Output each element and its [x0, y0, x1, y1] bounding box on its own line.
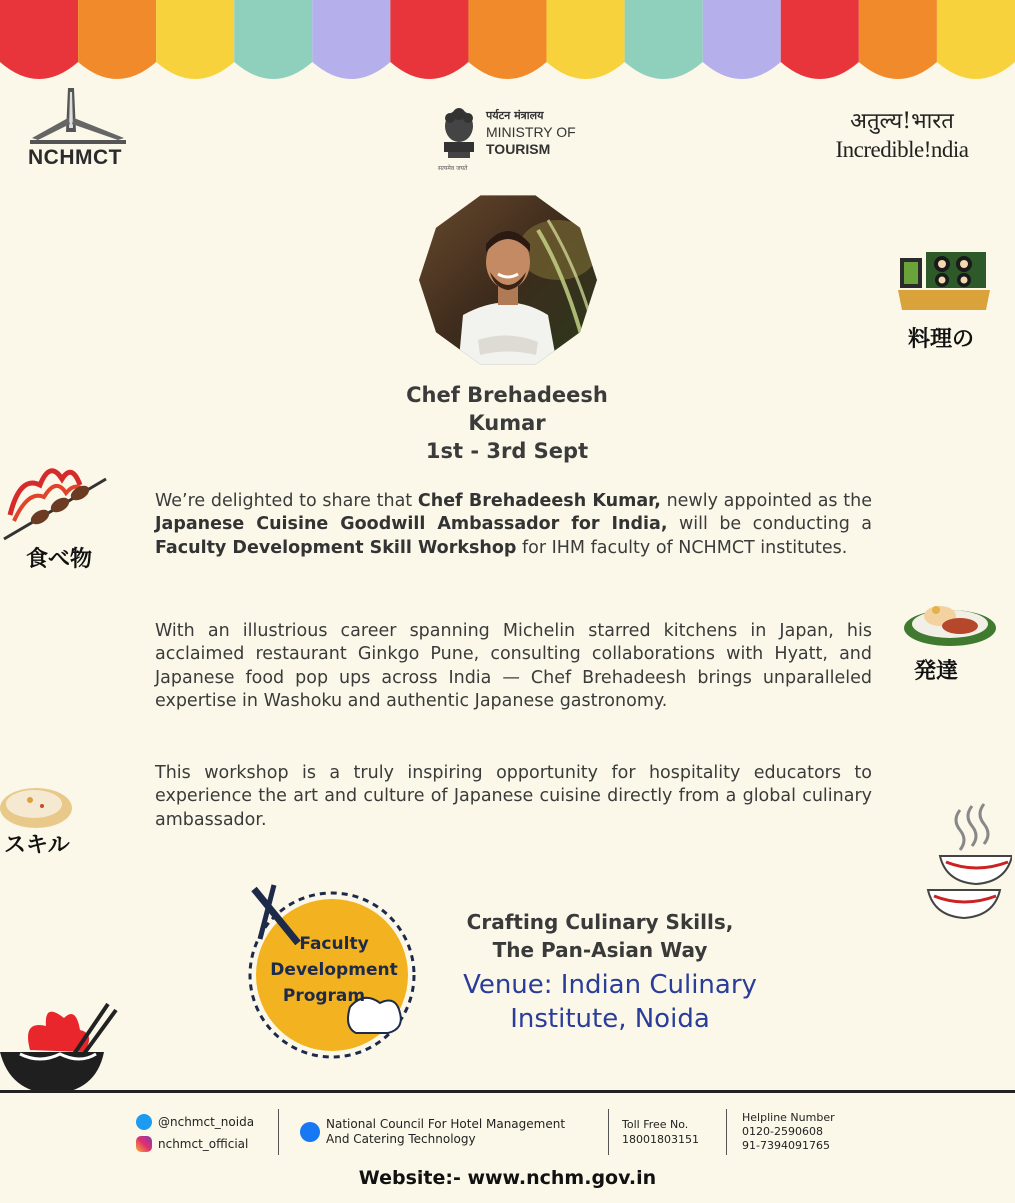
- ministry-of-tourism-logo: [438, 104, 598, 176]
- canopy-scallop: [781, 0, 859, 79]
- chef-portrait: [418, 190, 598, 370]
- jp-text-hattatsu: 発達: [914, 659, 959, 684]
- incredible-english: Incredible!ndia: [835, 137, 969, 162]
- steaming-bowls-icon: [922, 800, 1012, 932]
- nchmct-logo: [28, 88, 128, 168]
- jp-text-skill: スキル: [4, 833, 70, 858]
- canopy-scallop: [468, 0, 546, 79]
- instagram-handle: nchmct_official: [158, 1137, 249, 1151]
- facebook-icon: [300, 1122, 320, 1142]
- jp-text-ryori: 料理の: [908, 327, 975, 352]
- ministry-line2: TOURISM: [486, 141, 551, 157]
- social-links: [136, 1111, 254, 1155]
- canopy-awning: [0, 0, 1015, 100]
- instagram-icon: [136, 1136, 152, 1152]
- helpline-number1: 0120-2590608: [742, 1125, 823, 1138]
- venue-line2: Institute, Noida: [510, 1004, 710, 1034]
- program-tagline: [440, 908, 760, 964]
- venue-line1: Venue: Indian Culinary: [463, 970, 757, 1000]
- canopy-scallop: [234, 0, 312, 79]
- footer-divider: [726, 1109, 727, 1155]
- noodle-bowl-icon: [0, 1000, 118, 1096]
- national-emblem-icon: [438, 104, 480, 172]
- opportunity-paragraph: This workshop is a truly inspiring opportunity for hospitality educators to experience the art and culture of Japanese cuisine directly from a global culinary ambassador.: [155, 763, 872, 830]
- tagline-line2: The Pan-Asian Way: [492, 938, 708, 962]
- career-paragraph: With an illustrious career spanning Michelin starred kitchens in Japan, his acclaimed restaurant Ginkgo Pune, consulting collaborations with Hyatt, and Japanese food pop ups across India — Chef Brehadeesh brings unparalleled expertise in Washoku and authentic Japanese gastronomy.: [155, 621, 872, 712]
- p1-text-c: newly appointed as the: [660, 491, 872, 511]
- helpline-label: Helpline Number: [742, 1111, 835, 1124]
- twitter-icon: [136, 1114, 152, 1130]
- p1-text-g: for IHM faculty of NCHMCT institutes.: [516, 537, 848, 558]
- footer-divider: [608, 1109, 609, 1155]
- chef-name-line1: Chef Brehadeesh: [406, 383, 608, 407]
- instagram-link[interactable]: [136, 1133, 254, 1155]
- canopy-scallop: [78, 0, 156, 79]
- canopy-scallop: [937, 0, 1015, 79]
- workshop-dates: 1st - 3rd Sept: [425, 439, 589, 463]
- canopy-scallop: [156, 0, 234, 79]
- twitter-handle: @nchmct_noida: [158, 1115, 255, 1129]
- p1-text-e: will be conducting a: [667, 514, 872, 535]
- council-line2: And Catering Technology: [326, 1132, 476, 1146]
- incredible-hindi: अतुल्य!भारत: [850, 109, 954, 134]
- canopy-scallop: [0, 0, 78, 79]
- footer: [0, 1090, 1015, 1203]
- chef-title-block: [357, 381, 657, 465]
- footer-divider: [278, 1109, 279, 1155]
- ministry-hindi: पर्यटन मंत्रालय: [486, 109, 544, 122]
- incredible-india-logo: [822, 108, 982, 168]
- canopy-scallop: [625, 0, 703, 79]
- p1-chef-name: Chef Brehadeesh Kumar,: [417, 491, 661, 511]
- tagline-line1: Crafting Culinary Skills,: [466, 910, 734, 934]
- rice-bowl-icon: [0, 782, 80, 830]
- facebook-link[interactable]: [300, 1117, 565, 1147]
- badge-line3: Program: [282, 986, 366, 1006]
- skewer-flame-icon: [0, 455, 110, 545]
- badge-line2: Development: [270, 960, 398, 980]
- faculty-development-badge: [240, 883, 420, 1063]
- chef-name-line2: Kumar: [468, 411, 546, 435]
- p1-ambassador-title: Japanese Cuisine Goodwill Ambassador for India,: [155, 514, 668, 535]
- website-link[interactable]: Website:- www.nchm.gov.in: [358, 1167, 657, 1189]
- toll-free-number: 18001803151: [622, 1133, 699, 1146]
- venue-block: [440, 968, 780, 1036]
- sushi-board-icon: [894, 250, 994, 320]
- nchmct-tower-icon: [28, 88, 128, 146]
- helpline-number2: 91-7394091765: [742, 1139, 830, 1152]
- p1-text-a: We’re delighted to share that: [155, 491, 418, 511]
- twitter-link[interactable]: [136, 1111, 254, 1133]
- p1-workshop-name: Faculty Development Skill Workshop: [155, 537, 517, 558]
- toll-free-block: [622, 1117, 699, 1147]
- nchmct-logo-text: NCHMCT: [28, 146, 122, 169]
- badge-line1: Faculty: [299, 934, 369, 954]
- canopy-scallop: [547, 0, 625, 79]
- canopy-scallop: [390, 0, 468, 79]
- canopy-scallop: [312, 0, 390, 79]
- ministry-line1: MINISTRY OF: [486, 124, 576, 140]
- intro-paragraph: [155, 490, 872, 560]
- toll-free-label: Toll Free No.: [622, 1118, 689, 1131]
- canopy-scallop: [703, 0, 781, 79]
- plated-dish-icon: [900, 588, 998, 648]
- canopy-scallop: [859, 0, 937, 79]
- emblem-motto: सत्यमेव जयते: [438, 165, 468, 172]
- helpline-block: [742, 1111, 835, 1153]
- council-line1: National Council For Hotel Management: [326, 1117, 566, 1131]
- jp-text-tabemono: 食べ物: [26, 547, 93, 572]
